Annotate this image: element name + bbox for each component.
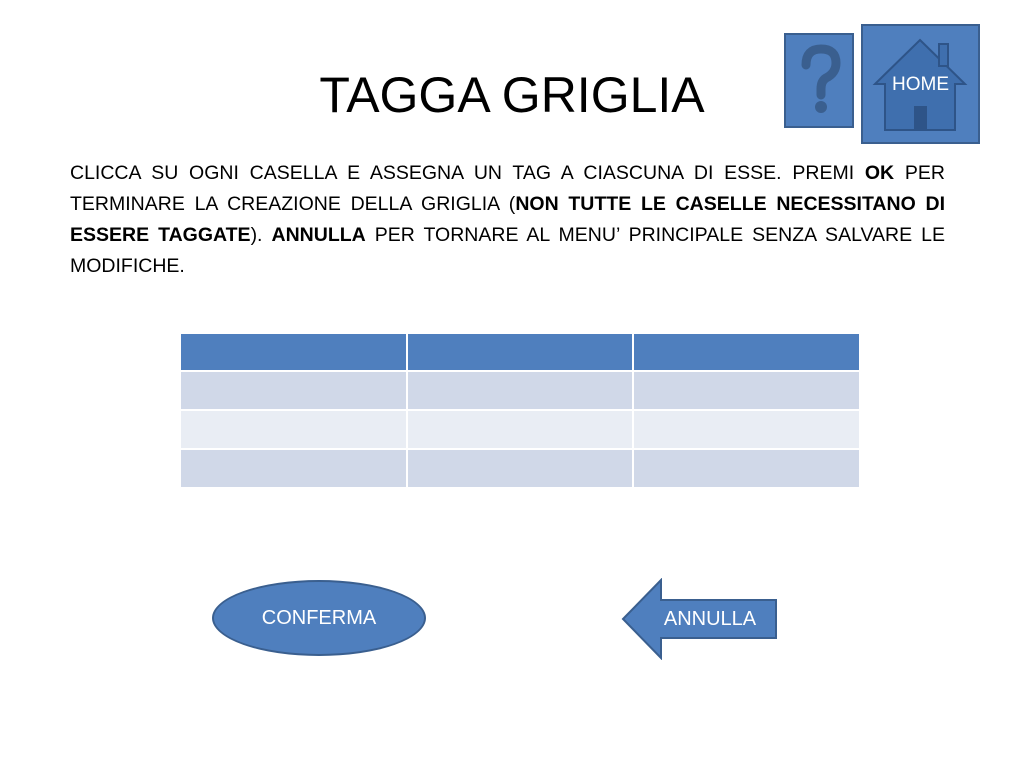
- instructions-part: CLICCA SU OGNI CASELLA E ASSEGNA UN TAG A CIASCUNA DI ESSE. PREMI: [70, 162, 865, 184]
- instructions-annulla: ANNULLA: [271, 224, 366, 246]
- confirm-label: CONFERMA: [261, 606, 377, 629]
- grid-row: [180, 333, 860, 371]
- home-button[interactable]: [861, 24, 980, 144]
- instructions-text: [70, 158, 945, 282]
- grid-cell[interactable]: [407, 333, 634, 371]
- instructions-part: PER TORNARE AL MENU’ PRINCIPALE SENZA SALVARE LE MODIFICHE.: [70, 224, 945, 277]
- question-icon: [786, 35, 852, 126]
- grid-cell[interactable]: [633, 410, 860, 449]
- cancel-button[interactable]: [621, 578, 779, 660]
- grid-cell[interactable]: [407, 410, 634, 449]
- home-label: HOME: [892, 74, 949, 95]
- grid-cell[interactable]: [180, 449, 407, 488]
- grid-cell[interactable]: [407, 449, 634, 488]
- help-button[interactable]: [784, 33, 854, 128]
- instructions-part: ).: [250, 224, 272, 246]
- grid-row: [180, 449, 860, 488]
- grid-cell[interactable]: [180, 371, 407, 410]
- instructions-ok: OK: [864, 162, 895, 184]
- grid-row: [180, 410, 860, 449]
- tag-grid: [179, 332, 861, 489]
- grid-cell[interactable]: [633, 371, 860, 410]
- grid-cell[interactable]: [633, 333, 860, 371]
- grid-cell[interactable]: [180, 410, 407, 449]
- instructions-part: PER TERMINARE LA CREAZIONE DELLA GRIGLIA (: [70, 162, 945, 215]
- instructions-note: NON TUTTE LE CASELLE NECESSITANO DI ESSERE TAGGATE: [70, 193, 945, 246]
- confirm-button[interactable]: [212, 580, 426, 656]
- cancel-label: ANNULLA: [663, 608, 757, 630]
- grid-row: [180, 371, 860, 410]
- grid-cell[interactable]: [180, 333, 407, 371]
- grid-cell[interactable]: [633, 449, 860, 488]
- grid-cell[interactable]: [407, 371, 634, 410]
- page-title: TAGGA GRIGLIA: [319, 67, 705, 123]
